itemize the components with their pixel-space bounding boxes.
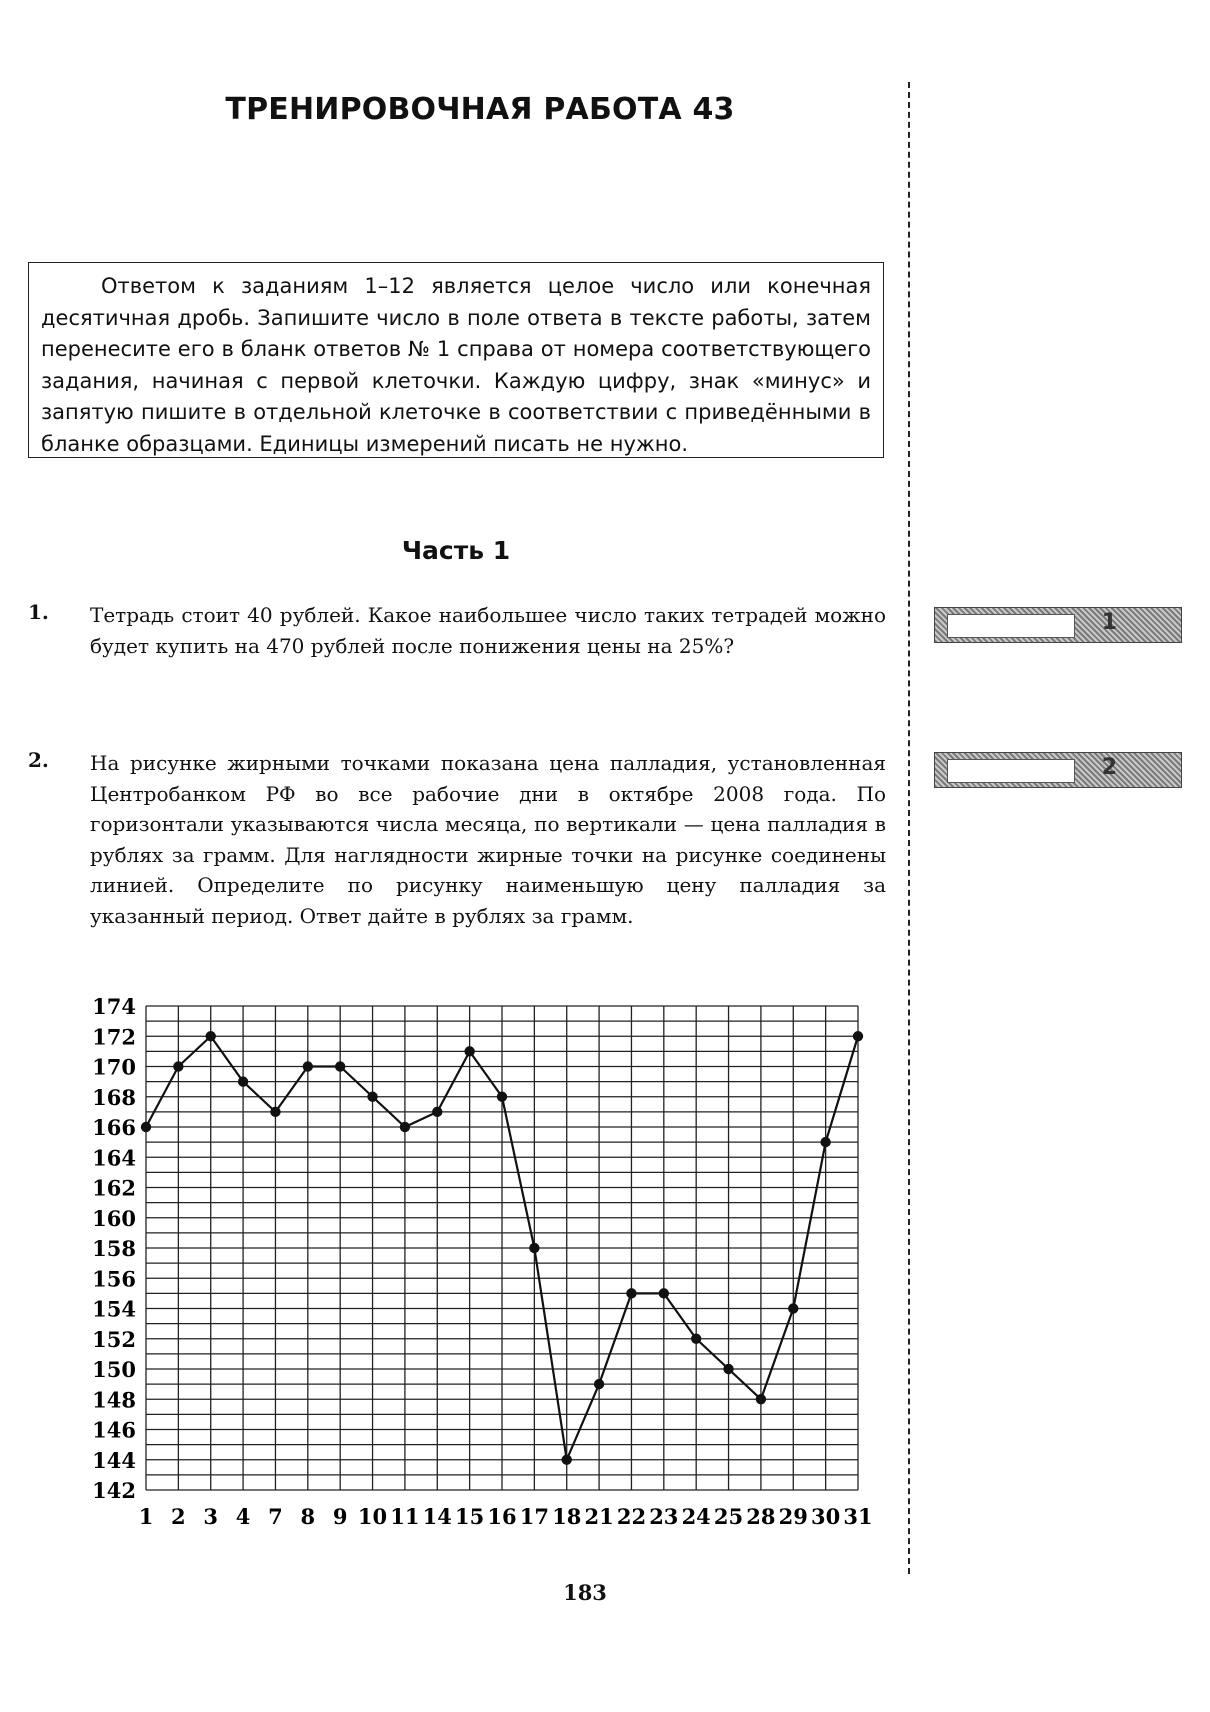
x-tick-label: 14 [422, 1504, 452, 1529]
y-tick-label: 146 [92, 1417, 136, 1443]
data-point [529, 1243, 539, 1253]
y-tick-label: 156 [92, 1266, 136, 1292]
page-number: 183 [563, 1580, 607, 1605]
data-point [788, 1303, 798, 1313]
task-1-text: Тетрадь стоит 40 рублей. Какое наибольшее число таких тетрадей можно будет купить на 470 рублей после понижения цены на 25%? [90, 603, 886, 658]
task-2-text: На рисунке жирными точками показана цена палладия, установленная Центробанком РФ во все рабочие дни в октябре 2008 года. По горизонтали указываются числа месяца, по вертикали — цена палладия в рублях за грамм. Для наглядности жирные точки на рисунке соединены линией. Определите по рисунку наименьшую цену палладия за указанный период. Ответ дайте в рублях за грамм. [90, 751, 886, 928]
x-tick-label: 10 [357, 1504, 388, 1529]
y-tick-label: 164 [92, 1145, 136, 1171]
x-tick-label: 21 [584, 1504, 614, 1529]
y-tick-label: 144 [92, 1447, 136, 1473]
y-tick-label: 170 [92, 1054, 136, 1080]
x-tick-label: 18 [552, 1504, 582, 1529]
x-tick-label: 8 [300, 1504, 316, 1529]
y-tick-label: 158 [92, 1236, 136, 1261]
task-1-number: 1. [28, 600, 49, 624]
answer-label-1: 1 [1101, 610, 1117, 635]
x-tick-label: 11 [390, 1504, 420, 1529]
x-tick-label: 4 [235, 1504, 251, 1529]
y-tick-label: 148 [92, 1387, 136, 1413]
part-title: Часть 1 [401, 536, 511, 565]
data-point [820, 1137, 830, 1147]
data-point [367, 1092, 377, 1102]
x-tick-label: 23 [649, 1504, 679, 1529]
data-point [464, 1046, 474, 1056]
x-tick-label: 22 [616, 1504, 647, 1529]
task-2-number: 2. [28, 748, 49, 772]
x-tick-label: 16 [487, 1504, 517, 1529]
page-title: ТРЕНИРОВОЧНАЯ РАБОТА 43 [225, 92, 735, 127]
data-point [497, 1092, 507, 1102]
x-tick-label: 7 [268, 1504, 283, 1529]
answer-box-2 [934, 752, 1182, 788]
data-point [303, 1061, 313, 1071]
answer-label-2: 2 [1101, 755, 1117, 780]
y-tick-label: 172 [92, 1024, 136, 1050]
x-tick-label: 29 [778, 1504, 808, 1529]
data-point [206, 1031, 216, 1041]
data-point [173, 1061, 183, 1071]
data-point [723, 1364, 733, 1374]
data-point [659, 1288, 669, 1298]
y-tick-label: 160 [92, 1205, 136, 1231]
y-tick-label: 166 [92, 1115, 136, 1140]
data-point [270, 1107, 280, 1117]
x-tick-label: 28 [746, 1504, 776, 1529]
data-point [141, 1122, 151, 1132]
y-tick-label: 152 [92, 1326, 136, 1352]
x-tick-label: 25 [713, 1504, 744, 1529]
data-point [853, 1031, 863, 1041]
x-tick-label: 3 [203, 1504, 219, 1529]
y-tick-label: 174 [92, 994, 136, 1019]
y-tick-label: 162 [92, 1175, 136, 1201]
data-point [626, 1288, 636, 1298]
y-tick-label: 150 [92, 1357, 136, 1382]
data-point [691, 1334, 701, 1344]
answer-field-2[interactable] [947, 759, 1075, 783]
x-tick-label: 30 [811, 1504, 841, 1529]
y-tick-label: 142 [92, 1478, 136, 1503]
data-point [594, 1379, 604, 1389]
data-point [432, 1107, 442, 1117]
data-point [562, 1455, 572, 1465]
x-tick-label: 9 [332, 1504, 348, 1529]
answer-box-1 [934, 607, 1182, 643]
cut-line [908, 82, 910, 1574]
x-tick-label: 1 [138, 1504, 154, 1529]
x-tick-label: 24 [681, 1504, 711, 1529]
x-tick-label: 17 [519, 1504, 549, 1529]
x-tick-label: 2 [171, 1504, 186, 1529]
y-tick-label: 168 [92, 1084, 136, 1110]
y-tick-label: 154 [92, 1296, 136, 1322]
x-tick-label: 31 [843, 1504, 873, 1529]
data-point [756, 1394, 766, 1404]
answer-field-1[interactable] [947, 614, 1075, 638]
data-point [400, 1122, 410, 1132]
x-tick-label: 15 [455, 1504, 485, 1529]
palladium-price-chart [74, 988, 894, 1538]
data-point [335, 1061, 345, 1071]
data-point [238, 1076, 248, 1086]
instructions-box: Ответом к заданиям 1–12 является целое число или конечная десятичная дробь. Запишите число в поле ответа в тексте работы, затем перенесите его в бланк ответов № 1 справа от номера соответствующего задания, начиная с первой клеточки. Каждую цифру, знак «минус» и запятую пишите в отдельной клеточке в соответствии с приведёнными в бланке образцами. Единицы измерений писать не нужно. [28, 262, 884, 458]
